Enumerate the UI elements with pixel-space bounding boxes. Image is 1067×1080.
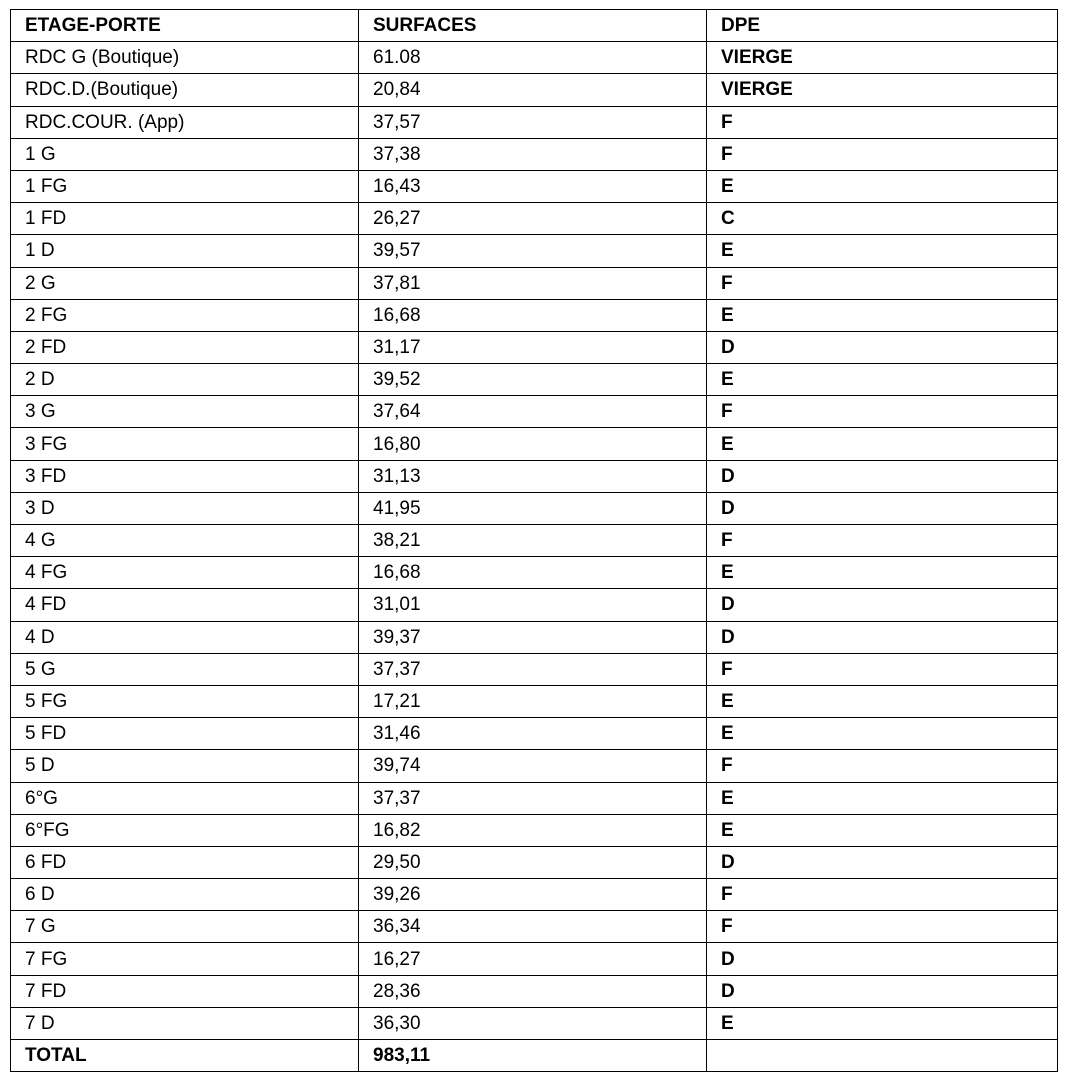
cell-surface: 31,01 (359, 589, 707, 621)
table-row (11, 718, 1058, 750)
cell-etage-porte: 4 FG (11, 557, 359, 589)
cell-etage-porte: 1 D (11, 235, 359, 267)
cell-surface: 16,80 (359, 428, 707, 460)
table-row (11, 685, 1058, 717)
surfaces-dpe-table (10, 9, 1058, 1072)
cell-dpe: D (707, 492, 1058, 524)
cell-dpe: C (707, 203, 1058, 235)
cell-etage-porte: RDC.COUR. (App) (11, 106, 359, 138)
cell-surface: 31,17 (359, 331, 707, 363)
header-surfaces: SURFACES (359, 10, 707, 42)
cell-dpe: F (707, 653, 1058, 685)
cell-dpe: E (707, 685, 1058, 717)
cell-etage-porte: 6 FD (11, 846, 359, 878)
cell-etage-porte: 7 FD (11, 975, 359, 1007)
table-row (11, 943, 1058, 975)
cell-surface: 38,21 (359, 525, 707, 557)
cell-etage-porte: 2 FD (11, 331, 359, 363)
cell-dpe: F (707, 750, 1058, 782)
table-row (11, 557, 1058, 589)
cell-dpe: D (707, 460, 1058, 492)
cell-surface: 61.08 (359, 42, 707, 74)
table-row (11, 814, 1058, 846)
table-row (11, 364, 1058, 396)
cell-surface: 39,52 (359, 364, 707, 396)
cell-dpe: E (707, 814, 1058, 846)
cell-etage-porte: 7 FG (11, 943, 359, 975)
cell-surface: 16,27 (359, 943, 707, 975)
cell-etage-porte: 5 FD (11, 718, 359, 750)
cell-dpe: E (707, 170, 1058, 202)
cell-dpe: D (707, 589, 1058, 621)
table-row (11, 267, 1058, 299)
cell-etage-porte: 3 D (11, 492, 359, 524)
cell-surface: 37,81 (359, 267, 707, 299)
table-row (11, 235, 1058, 267)
cell-surface: 29,50 (359, 846, 707, 878)
table-row (11, 589, 1058, 621)
table-row (11, 621, 1058, 653)
cell-surface: 39,26 (359, 879, 707, 911)
table-row (11, 396, 1058, 428)
cell-etage-porte: RDC.D.(Boutique) (11, 74, 359, 106)
table-row (11, 492, 1058, 524)
cell-etage-porte: RDC G (Boutique) (11, 42, 359, 74)
cell-etage-porte: 2 FG (11, 299, 359, 331)
cell-etage-porte: 6 D (11, 879, 359, 911)
cell-surface: 28,36 (359, 975, 707, 1007)
cell-etage-porte: 4 G (11, 525, 359, 557)
total-row (11, 1040, 1058, 1072)
cell-dpe: D (707, 621, 1058, 653)
table-row (11, 975, 1058, 1007)
cell-surface: 36,34 (359, 911, 707, 943)
total-label: TOTAL (11, 1040, 359, 1072)
cell-dpe: F (707, 879, 1058, 911)
cell-etage-porte: 3 G (11, 396, 359, 428)
cell-dpe: D (707, 943, 1058, 975)
cell-dpe: E (707, 235, 1058, 267)
cell-surface: 16,68 (359, 299, 707, 331)
cell-surface: 37,37 (359, 782, 707, 814)
header-dpe: DPE (707, 10, 1058, 42)
cell-surface: 39,37 (359, 621, 707, 653)
cell-dpe: E (707, 299, 1058, 331)
cell-dpe: F (707, 396, 1058, 428)
table-row (11, 750, 1058, 782)
cell-surface: 31,46 (359, 718, 707, 750)
cell-surface: 16,82 (359, 814, 707, 846)
cell-dpe: F (707, 138, 1058, 170)
table-row (11, 106, 1058, 138)
table-row (11, 331, 1058, 363)
table-row (11, 846, 1058, 878)
table-row (11, 525, 1058, 557)
cell-etage-porte: 6°G (11, 782, 359, 814)
cell-surface: 26,27 (359, 203, 707, 235)
cell-dpe: VIERGE (707, 74, 1058, 106)
cell-surface: 39,57 (359, 235, 707, 267)
table-row (11, 203, 1058, 235)
cell-dpe: VIERGE (707, 42, 1058, 74)
cell-etage-porte: 4 FD (11, 589, 359, 621)
table-row (11, 653, 1058, 685)
cell-surface: 37,37 (359, 653, 707, 685)
total-surface: 983,11 (359, 1040, 707, 1072)
table-row (11, 299, 1058, 331)
table-body (11, 42, 1058, 1040)
table-row (11, 42, 1058, 74)
cell-surface: 36,30 (359, 1007, 707, 1039)
cell-etage-porte: 1 FD (11, 203, 359, 235)
table-row (11, 428, 1058, 460)
cell-dpe: F (707, 911, 1058, 943)
table-row (11, 911, 1058, 943)
cell-dpe: E (707, 557, 1058, 589)
header-etage-porte: ETAGE-PORTE (11, 10, 359, 42)
cell-surface: 41,95 (359, 492, 707, 524)
cell-dpe: D (707, 975, 1058, 1007)
cell-dpe: E (707, 364, 1058, 396)
cell-dpe: F (707, 106, 1058, 138)
cell-etage-porte: 5 G (11, 653, 359, 685)
cell-dpe: D (707, 846, 1058, 878)
table-row (11, 170, 1058, 202)
cell-dpe: E (707, 718, 1058, 750)
cell-surface: 31,13 (359, 460, 707, 492)
table-row (11, 138, 1058, 170)
table-row (11, 879, 1058, 911)
cell-dpe: F (707, 525, 1058, 557)
total-dpe (707, 1040, 1058, 1072)
cell-surface: 39,74 (359, 750, 707, 782)
cell-surface: 20,84 (359, 74, 707, 106)
cell-etage-porte: 6°FG (11, 814, 359, 846)
cell-dpe: E (707, 428, 1058, 460)
cell-etage-porte: 7 D (11, 1007, 359, 1039)
table-row (11, 460, 1058, 492)
cell-dpe: E (707, 1007, 1058, 1039)
cell-surface: 16,68 (359, 557, 707, 589)
cell-etage-porte: 5 D (11, 750, 359, 782)
table-row (11, 74, 1058, 106)
cell-dpe: E (707, 782, 1058, 814)
cell-etage-porte: 5 FG (11, 685, 359, 717)
cell-etage-porte: 1 G (11, 138, 359, 170)
cell-etage-porte: 2 G (11, 267, 359, 299)
document-page (10, 9, 1057, 1071)
cell-surface: 16,43 (359, 170, 707, 202)
cell-dpe: F (707, 267, 1058, 299)
cell-surface: 37,57 (359, 106, 707, 138)
table-row (11, 1007, 1058, 1039)
cell-etage-porte: 3 FG (11, 428, 359, 460)
cell-surface: 37,64 (359, 396, 707, 428)
cell-surface: 17,21 (359, 685, 707, 717)
cell-etage-porte: 1 FG (11, 170, 359, 202)
cell-etage-porte: 4 D (11, 621, 359, 653)
table-row (11, 782, 1058, 814)
cell-etage-porte: 2 D (11, 364, 359, 396)
cell-surface: 37,38 (359, 138, 707, 170)
cell-etage-porte: 7 G (11, 911, 359, 943)
cell-etage-porte: 3 FD (11, 460, 359, 492)
table-header-row (11, 10, 1058, 42)
cell-dpe: D (707, 331, 1058, 363)
